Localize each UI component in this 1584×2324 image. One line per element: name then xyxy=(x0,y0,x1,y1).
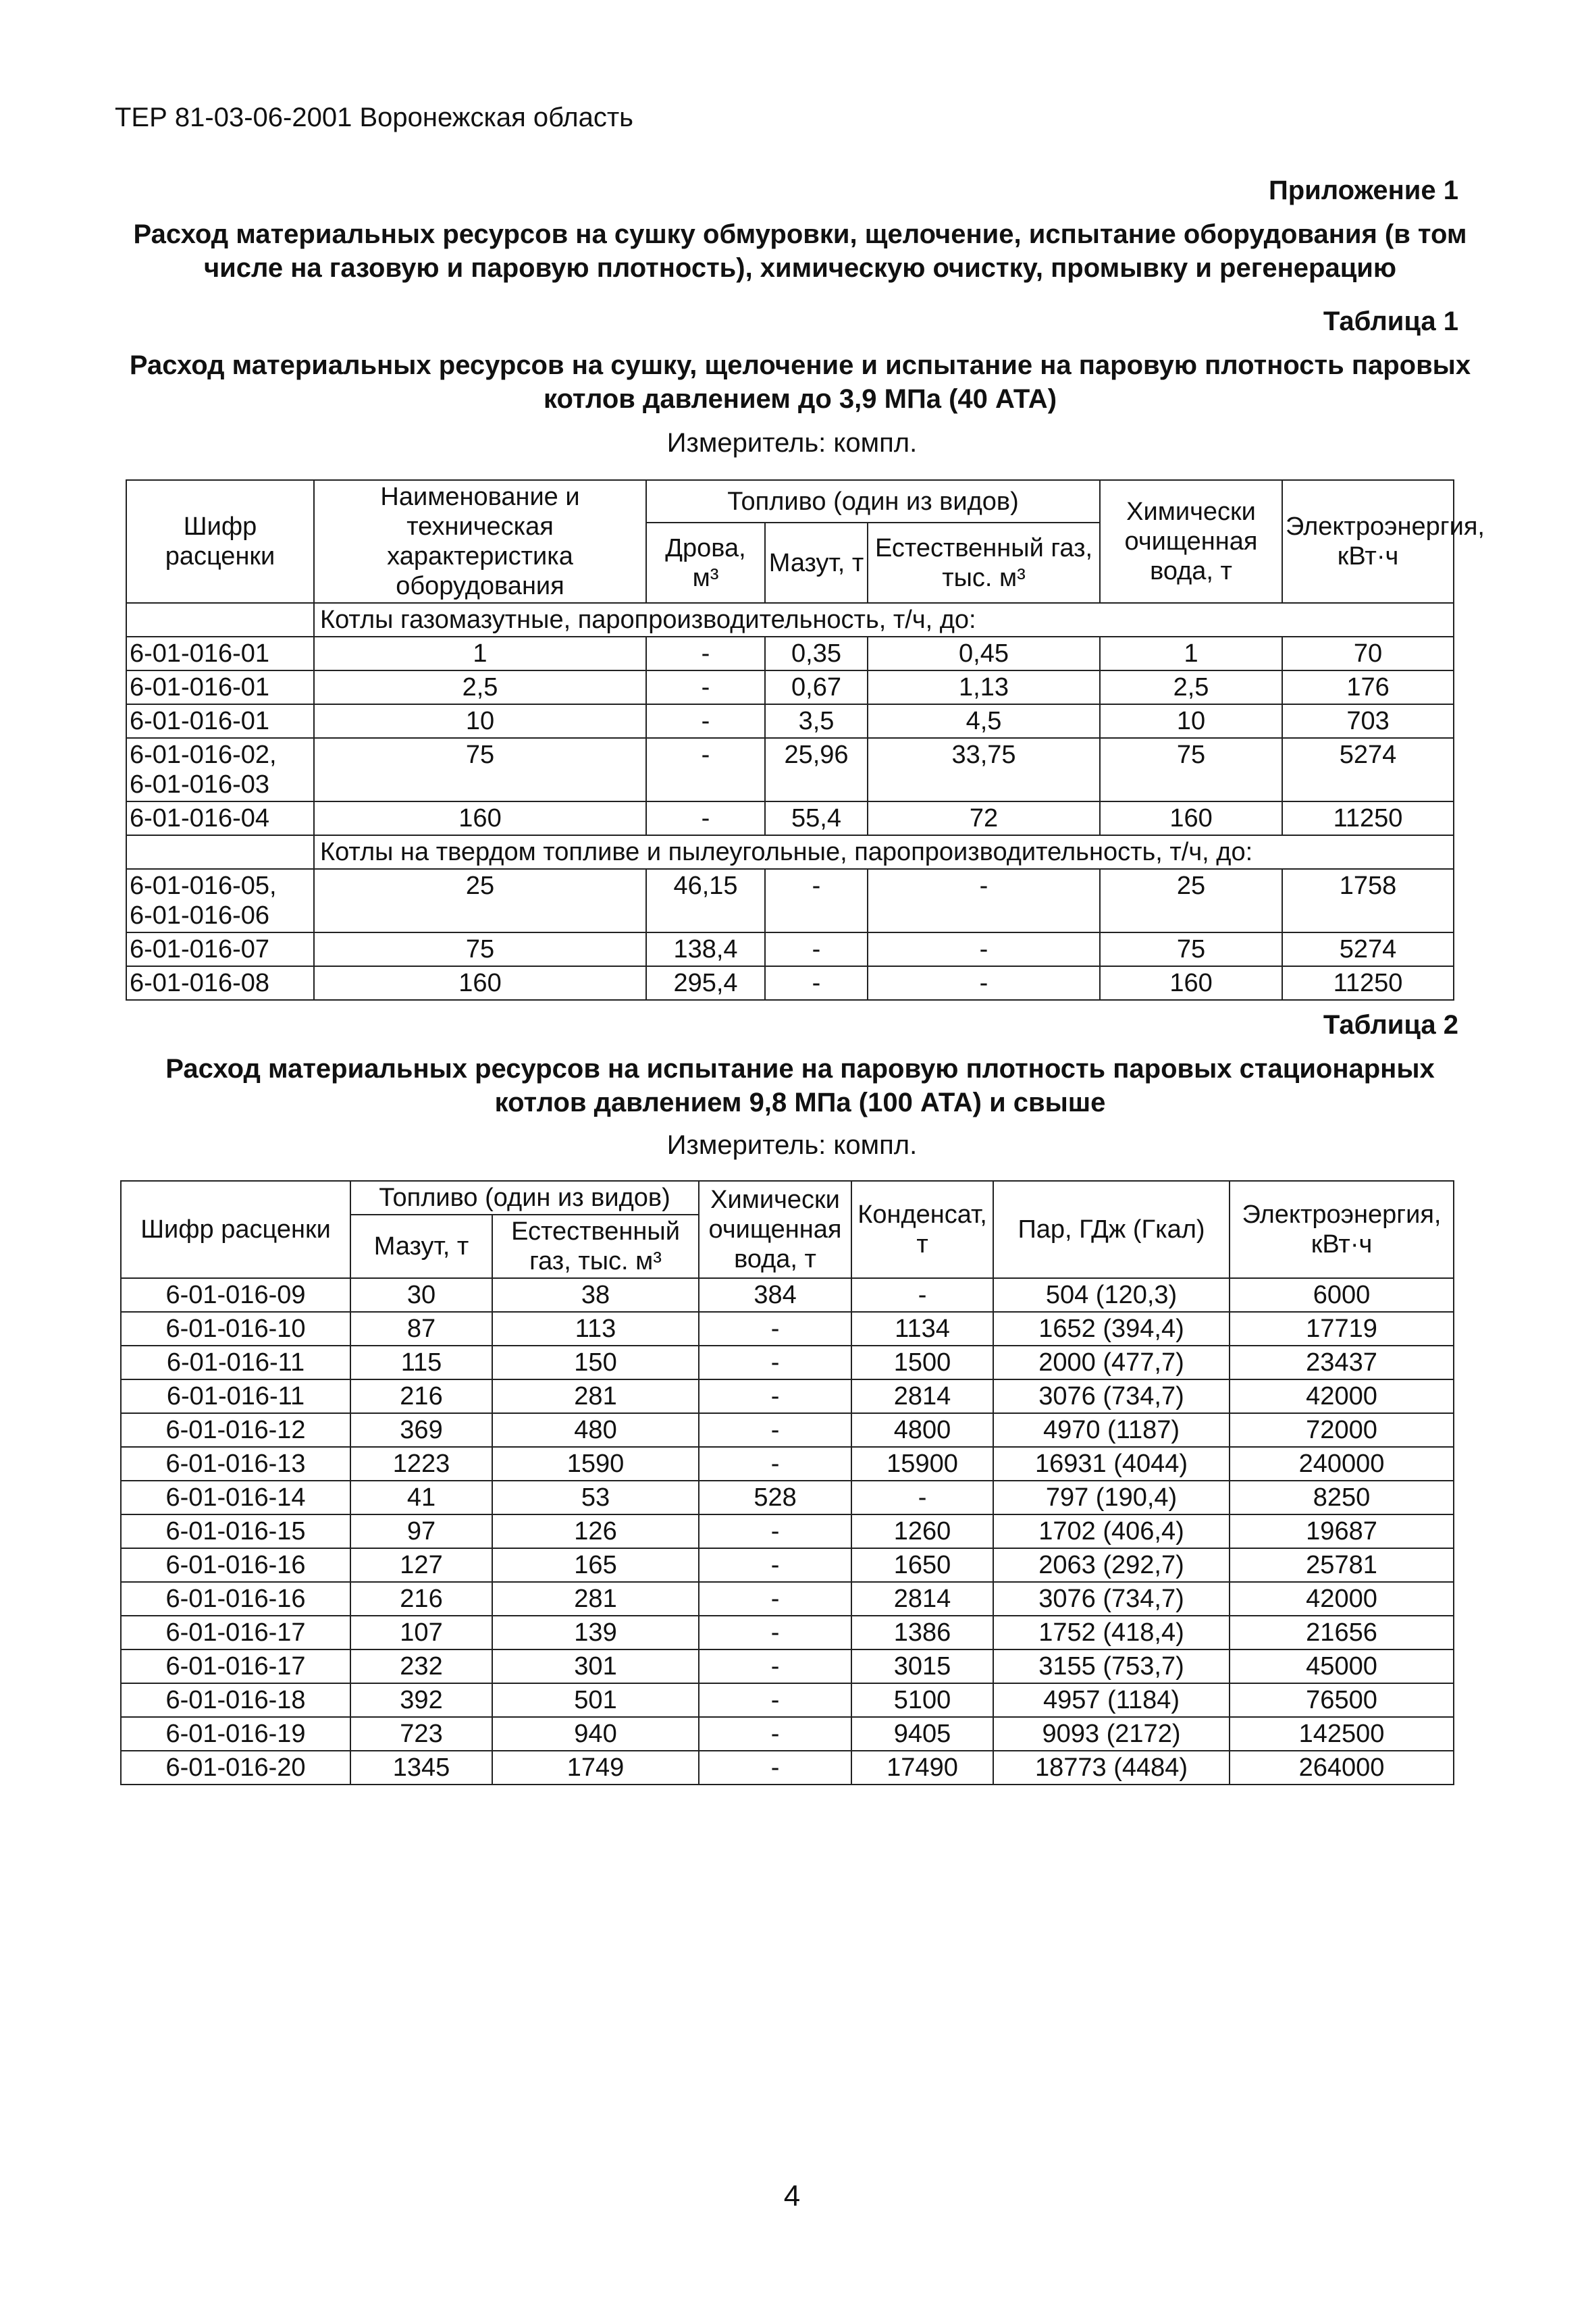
cell-wood: - xyxy=(646,738,765,801)
table-row xyxy=(121,1514,1454,1548)
cell-water: - xyxy=(699,1751,851,1785)
cell-fuel-oil: 216 xyxy=(350,1582,492,1616)
cell-steam: 2000 (477,7) xyxy=(993,1346,1230,1379)
cell-wood: 138,4 xyxy=(646,932,765,966)
cell-fuel-oil: 30 xyxy=(350,1278,492,1312)
table-row xyxy=(121,1751,1454,1785)
table1-header-fuel: Топливо (один из видов) xyxy=(646,480,1100,523)
table2-header-fuel: Топливо (один из видов) xyxy=(350,1181,699,1215)
cell-power: 11250 xyxy=(1282,966,1454,1000)
cell-capacity: 160 xyxy=(314,801,646,835)
cell-fuel-oil: 55,4 xyxy=(765,801,868,835)
cell-power: 19687 xyxy=(1230,1514,1454,1548)
cell-gas: 1749 xyxy=(492,1751,699,1785)
table2-header-steam: Пар, ГДж (Гкал) xyxy=(993,1181,1230,1278)
cell-fuel-oil: 232 xyxy=(350,1649,492,1683)
cell-water: - xyxy=(699,1346,851,1379)
cell-water: - xyxy=(699,1379,851,1413)
cell-gas: 139 xyxy=(492,1616,699,1649)
cell-code: 6-01-016-13 xyxy=(121,1447,350,1481)
cell-fuel-oil: 216 xyxy=(350,1379,492,1413)
cell-power: 264000 xyxy=(1230,1751,1454,1785)
cell-wood: - xyxy=(646,704,765,738)
cell-power: 45000 xyxy=(1230,1649,1454,1683)
table1-group-blank-cell xyxy=(126,835,314,869)
cell-gas: 72 xyxy=(868,801,1100,835)
cell-water: 25 xyxy=(1100,869,1282,932)
cell-gas: 1,13 xyxy=(868,670,1100,704)
cell-capacity: 160 xyxy=(314,966,646,1000)
table1-header-water: Химически очищенная вода, т xyxy=(1100,480,1282,603)
cell-gas: 301 xyxy=(492,1649,699,1683)
cell-condensate: 4800 xyxy=(851,1413,993,1447)
cell-wood: - xyxy=(646,670,765,704)
cell-wood: - xyxy=(646,801,765,835)
cell-steam: 3076 (734,7) xyxy=(993,1582,1230,1616)
cell-power: 21656 xyxy=(1230,1616,1454,1649)
table-row xyxy=(121,1278,1454,1312)
cell-power: 142500 xyxy=(1230,1717,1454,1751)
cell-water: - xyxy=(699,1649,851,1683)
table1-header-gas: Естественный газ, тыс. м³ xyxy=(868,523,1100,603)
cell-power: 25781 xyxy=(1230,1548,1454,1582)
cell-water: - xyxy=(699,1413,851,1447)
cell-capacity: 1 xyxy=(314,637,646,670)
cell-code: 6-01-016-17 xyxy=(121,1616,350,1649)
cell-fuel-oil: 369 xyxy=(350,1413,492,1447)
table1-unit: Измеритель: компл. xyxy=(666,428,918,458)
table-row xyxy=(121,1346,1454,1379)
cell-code: 6-01-016-09 xyxy=(121,1278,350,1312)
cell-water: 384 xyxy=(699,1278,851,1312)
cell-power: 42000 xyxy=(1230,1379,1454,1413)
cell-power: 11250 xyxy=(1282,801,1454,835)
cell-gas: 940 xyxy=(492,1717,699,1751)
cell-fuel-oil: - xyxy=(765,869,868,932)
table2-body xyxy=(121,1278,1454,1785)
cell-wood: - xyxy=(646,637,765,670)
cell-code: 6-01-016-16 xyxy=(121,1548,350,1582)
table2-header-power: Электроэнергия, кВт·ч xyxy=(1230,1181,1454,1278)
page-number: 4 xyxy=(783,2180,801,2213)
cell-condensate: 1260 xyxy=(851,1514,993,1548)
table2-header-gas: Естественный газ, тыс. м³ xyxy=(492,1215,699,1278)
cell-code: 6-01-016-12 xyxy=(121,1413,350,1447)
cell-power: 17719 xyxy=(1230,1312,1454,1346)
table-row xyxy=(121,1548,1454,1582)
table1-header xyxy=(126,480,1485,603)
cell-water: 10 xyxy=(1100,704,1282,738)
cell-steam: 1752 (418,4) xyxy=(993,1616,1230,1649)
cell-water: - xyxy=(699,1582,851,1616)
table-row xyxy=(126,637,1454,670)
cell-steam: 18773 (4484) xyxy=(993,1751,1230,1785)
cell-code: 6-01-016-16 xyxy=(121,1582,350,1616)
table1-group-label: Котлы на твердом топливе и пылеугольные, паропроизводительность, т/ч, до: xyxy=(314,835,1454,869)
cell-power: 23437 xyxy=(1230,1346,1454,1379)
cell-steam: 1702 (406,4) xyxy=(993,1514,1230,1548)
cell-capacity: 75 xyxy=(314,738,646,801)
cell-condensate: 9405 xyxy=(851,1717,993,1751)
cell-water: - xyxy=(699,1616,851,1649)
cell-fuel-oil: 723 xyxy=(350,1717,492,1751)
cell-water: 160 xyxy=(1100,966,1282,1000)
table2-header-condensate: Конденсат, т xyxy=(851,1181,993,1278)
table-row xyxy=(121,1379,1454,1413)
table2-header-fuel-oil: Мазут, т xyxy=(350,1215,492,1278)
cell-fuel-oil: 0,67 xyxy=(765,670,868,704)
table2-caption: Таблица 2 xyxy=(1323,1010,1458,1040)
appendix-title: Расход материальных ресурсов на сушку обмуровки, щелочение, испытание оборудования (в том числе на газовую и паровую плотность), химическую очистку, промывку и регенерацию xyxy=(133,219,1467,283)
cell-gas: 281 xyxy=(492,1582,699,1616)
cell-gas: - xyxy=(868,966,1100,1000)
table2-header-water: Химически очищенная вода, т xyxy=(699,1181,851,1278)
cell-water: - xyxy=(699,1548,851,1582)
cell-code: 6-01-016-08 xyxy=(126,966,314,1000)
cell-wood: 46,15 xyxy=(646,869,765,932)
cell-gas: 0,45 xyxy=(868,637,1100,670)
cell-steam: 1652 (394,4) xyxy=(993,1312,1230,1346)
cell-code: 6-01-016-20 xyxy=(121,1751,350,1785)
cell-power: 8250 xyxy=(1230,1481,1454,1514)
cell-gas: 165 xyxy=(492,1548,699,1582)
cell-code: 6-01-016-18 xyxy=(121,1683,350,1717)
cell-power: 42000 xyxy=(1230,1582,1454,1616)
cell-fuel-oil: 115 xyxy=(350,1346,492,1379)
cell-code: 6-01-016-11 xyxy=(121,1379,350,1413)
cell-steam: 2063 (292,7) xyxy=(993,1548,1230,1582)
cell-gas: 480 xyxy=(492,1413,699,1447)
cell-gas: 113 xyxy=(492,1312,699,1346)
table-row xyxy=(126,932,1454,966)
cell-capacity: 10 xyxy=(314,704,646,738)
table2-header-code: Шифр расценки xyxy=(121,1181,350,1278)
cell-fuel-oil: 25,96 xyxy=(765,738,868,801)
cell-fuel-oil: 1345 xyxy=(350,1751,492,1785)
cell-power: 70 xyxy=(1282,637,1454,670)
cell-fuel-oil: 0,35 xyxy=(765,637,868,670)
cell-power: 76500 xyxy=(1230,1683,1454,1717)
cell-capacity: 75 xyxy=(314,932,646,966)
cell-power: 72000 xyxy=(1230,1413,1454,1447)
cell-water: 75 xyxy=(1100,738,1282,801)
cell-steam: 4970 (1187) xyxy=(993,1413,1230,1447)
cell-water: 2,5 xyxy=(1100,670,1282,704)
cell-gas: 126 xyxy=(492,1514,699,1548)
table1-header-wood: Дрова, м³ xyxy=(646,523,765,603)
table2-unit: Измеритель: компл. xyxy=(666,1130,918,1160)
cell-water: - xyxy=(699,1717,851,1751)
cell-fuel-oil: 41 xyxy=(350,1481,492,1514)
cell-fuel-oil: 1223 xyxy=(350,1447,492,1481)
table-row xyxy=(121,1481,1454,1514)
table-row xyxy=(121,1683,1454,1717)
table1-group-label: Котлы газомазутные, паропроизводительность, т/ч, до: xyxy=(314,603,1454,637)
table1-group-blank-cell xyxy=(126,603,314,637)
cell-code: 6-01-016-19 xyxy=(121,1717,350,1751)
cell-code: 6-01-016-05, 6-01-016-06 xyxy=(126,869,314,932)
table1-header-power: Электроэнергия, кВт·ч xyxy=(1282,480,1454,603)
cell-power: 703 xyxy=(1282,704,1454,738)
table-row xyxy=(121,1413,1454,1447)
table-row xyxy=(121,1649,1454,1683)
cell-gas: 501 xyxy=(492,1683,699,1717)
cell-steam: 9093 (2172) xyxy=(993,1717,1230,1751)
cell-steam: 16931 (4044) xyxy=(993,1447,1230,1481)
cell-water: 528 xyxy=(699,1481,851,1514)
cell-gas: 281 xyxy=(492,1379,699,1413)
table2-header xyxy=(121,1181,1454,1278)
table-row xyxy=(126,670,1454,704)
cell-steam: 3076 (734,7) xyxy=(993,1379,1230,1413)
cell-code: 6-01-016-10 xyxy=(121,1312,350,1346)
cell-code: 6-01-016-15 xyxy=(121,1514,350,1548)
cell-power: 1758 xyxy=(1282,869,1454,932)
cell-gas: - xyxy=(868,932,1100,966)
cell-condensate: 5100 xyxy=(851,1683,993,1717)
cell-power: 240000 xyxy=(1230,1447,1454,1481)
table1-header-code: Шифр расценки xyxy=(126,480,314,603)
cell-water: - xyxy=(699,1683,851,1717)
cell-condensate: 2814 xyxy=(851,1582,993,1616)
cell-fuel-oil: 3,5 xyxy=(765,704,868,738)
cell-power: 5274 xyxy=(1282,932,1454,966)
table1-group-row xyxy=(126,603,1454,637)
cell-condensate: 1500 xyxy=(851,1346,993,1379)
table-row xyxy=(126,704,1454,738)
cell-water: 160 xyxy=(1100,801,1282,835)
cell-condensate: 1386 xyxy=(851,1616,993,1649)
table2-title: Расход материальных ресурсов на испытание на паровую плотность паровых стационарных котлов давлением 9,8 МПа (100 АТА) и свыше xyxy=(165,1054,1435,1117)
table1-title: Расход материальных ресурсов на сушку, щелочение и испытание на паровую плотность паровых котлов давлением до 3,9 МПа (40 АТА) xyxy=(129,350,1471,414)
cell-condensate: 17490 xyxy=(851,1751,993,1785)
cell-capacity: 2,5 xyxy=(314,670,646,704)
cell-gas: 1590 xyxy=(492,1447,699,1481)
cell-gas: 4,5 xyxy=(868,704,1100,738)
cell-condensate: 15900 xyxy=(851,1447,993,1481)
cell-power: 176 xyxy=(1282,670,1454,704)
cell-fuel-oil: 87 xyxy=(350,1312,492,1346)
cell-code: 6-01-016-14 xyxy=(121,1481,350,1514)
cell-fuel-oil: - xyxy=(765,966,868,1000)
cell-water: 1 xyxy=(1100,637,1282,670)
table-row xyxy=(121,1616,1454,1649)
cell-fuel-oil: 127 xyxy=(350,1548,492,1582)
cell-fuel-oil: 97 xyxy=(350,1514,492,1548)
cell-water: - xyxy=(699,1447,851,1481)
cell-condensate: 1134 xyxy=(851,1312,993,1346)
cell-condensate: 1650 xyxy=(851,1548,993,1582)
table-row xyxy=(121,1717,1454,1751)
cell-steam: 797 (190,4) xyxy=(993,1481,1230,1514)
cell-steam: 3155 (753,7) xyxy=(993,1649,1230,1683)
cell-code: 6-01-016-04 xyxy=(126,801,314,835)
cell-power: 5274 xyxy=(1282,738,1454,801)
cell-code: 6-01-016-02, 6-01-016-03 xyxy=(126,738,314,801)
cell-gas: 150 xyxy=(492,1346,699,1379)
cell-code: 6-01-016-01 xyxy=(126,637,314,670)
table1 xyxy=(126,479,1485,1001)
cell-water: 75 xyxy=(1100,932,1282,966)
cell-code: 6-01-016-11 xyxy=(121,1346,350,1379)
table-row xyxy=(126,801,1454,835)
table2 xyxy=(120,1180,1454,1785)
cell-gas: 38 xyxy=(492,1278,699,1312)
cell-condensate: 2814 xyxy=(851,1379,993,1413)
cell-code: 6-01-016-01 xyxy=(126,670,314,704)
cell-power: 6000 xyxy=(1230,1278,1454,1312)
cell-fuel-oil: 392 xyxy=(350,1683,492,1717)
cell-gas: 33,75 xyxy=(868,738,1100,801)
document-reference: ТЕР 81-03-06-2001 Воронежская область xyxy=(115,103,634,132)
cell-code: 6-01-016-01 xyxy=(126,704,314,738)
table-row xyxy=(126,869,1454,932)
cell-steam: 4957 (1184) xyxy=(993,1683,1230,1717)
cell-gas: 53 xyxy=(492,1481,699,1514)
cell-condensate: - xyxy=(851,1481,993,1514)
cell-capacity: 25 xyxy=(314,869,646,932)
appendix-label: Приложение 1 xyxy=(1269,176,1458,205)
cell-fuel-oil: - xyxy=(765,932,868,966)
cell-condensate: 3015 xyxy=(851,1649,993,1683)
cell-code: 6-01-016-07 xyxy=(126,932,314,966)
table-row xyxy=(126,966,1454,1000)
table-row xyxy=(121,1447,1454,1481)
table-row xyxy=(121,1312,1454,1346)
table1-header-name: Наименование и техническая характеристика оборудования xyxy=(314,480,646,603)
table-row xyxy=(126,738,1454,801)
cell-fuel-oil: 107 xyxy=(350,1616,492,1649)
table1-header-fuel-oil: Мазут, т xyxy=(765,523,868,603)
cell-water: - xyxy=(699,1312,851,1346)
cell-wood: 295,4 xyxy=(646,966,765,1000)
cell-water: - xyxy=(699,1514,851,1548)
cell-steam: 504 (120,3) xyxy=(993,1278,1230,1312)
cell-gas: - xyxy=(868,869,1100,932)
table1-group-row xyxy=(126,835,1454,869)
table-row xyxy=(121,1582,1454,1616)
table1-caption: Таблица 1 xyxy=(1323,307,1458,336)
cell-condensate: - xyxy=(851,1278,993,1312)
table1-body xyxy=(126,603,1454,1000)
cell-code: 6-01-016-17 xyxy=(121,1649,350,1683)
